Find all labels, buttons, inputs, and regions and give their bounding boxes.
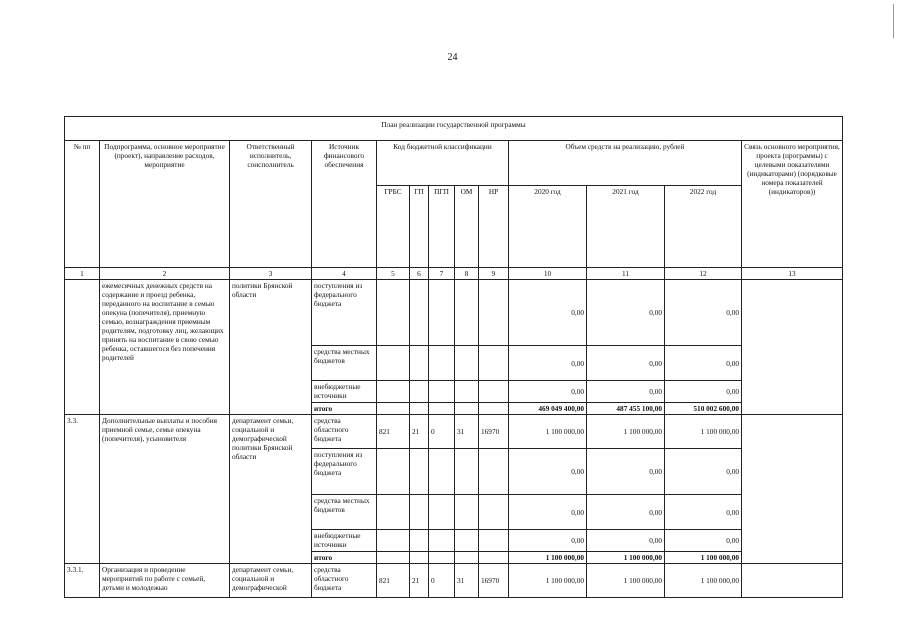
header-executor: Ответственный исполнитель, соисполнитель <box>230 141 312 268</box>
column-number: 6 <box>410 268 429 280</box>
value-2020: 0,00 <box>509 381 587 403</box>
value-2021: 0,00 <box>587 381 665 403</box>
measure-name: Организация и проведение мероприятий по работе с семьей, детьми и молодежью <box>100 564 230 598</box>
total-label: итого <box>312 403 377 415</box>
value-2020: 0,00 <box>509 346 587 381</box>
value-2021: 1 100 000,00 <box>587 415 665 449</box>
value-2022: 1 100 000,00 <box>665 564 742 598</box>
value-2021: 0,00 <box>587 449 665 495</box>
funding-source: поступления из федерального бюджета <box>312 449 377 495</box>
code-grbs: 821 <box>377 564 410 598</box>
code-gp: 21 <box>410 564 429 598</box>
header-source: Источник финансового обеспечения <box>312 141 377 268</box>
header-pgp: ПГП <box>429 186 455 268</box>
column-number: 1 <box>65 268 100 280</box>
row-number: 3.3. <box>65 415 100 564</box>
measure-executor: политики Брянской области <box>230 280 312 415</box>
value-2021: 0,00 <box>587 495 665 530</box>
funding-source: средства областного бюджета <box>312 564 377 598</box>
header-grbs: ГРБС <box>377 186 410 268</box>
table-row <box>65 280 843 346</box>
total-2021: 1 100 000,00 <box>587 552 665 564</box>
measure-name: ежемесячных денежных средств на содержание и проезд ребенка, переданного на воспитание в семью опекуна (попечителя), приемную семью, вознаграждения приемным родителям, подготовку лиц, желающих принять на воспитание в свою семью ребенка, оставшегося без попечения родителей <box>100 280 230 415</box>
indicator-link <box>742 564 843 598</box>
value-2022: 0,00 <box>665 381 742 403</box>
code-nr: 16970 <box>479 415 509 449</box>
code-pgp: 0 <box>429 415 455 449</box>
column-number: 9 <box>479 268 509 280</box>
funding-source: внебюджетные источники <box>312 381 377 403</box>
column-number: 11 <box>587 268 665 280</box>
header-nr: НР <box>479 186 509 268</box>
column-number: 7 <box>429 268 455 280</box>
funding-source: внебюджетные источники <box>312 530 377 552</box>
total-2020: 469 049 400,00 <box>509 403 587 415</box>
value-2022: 0,00 <box>665 495 742 530</box>
measure-executor: департамент семьи, социальной и демографической <box>230 564 312 598</box>
header-2021: 2021 год <box>587 186 665 268</box>
value-2020: 0,00 <box>509 280 587 346</box>
column-number: 13 <box>742 268 843 280</box>
value-2022: 0,00 <box>665 346 742 381</box>
header-gp: ГП <box>410 186 429 268</box>
row-number: 3.3.1. <box>65 564 100 598</box>
code-pgp: 0 <box>429 564 455 598</box>
code-om: 31 <box>455 415 479 449</box>
value-2021: 0,00 <box>587 346 665 381</box>
value-2020: 1 100 000,00 <box>509 415 587 449</box>
total-2022: 510 002 600,00 <box>665 403 742 415</box>
funding-source: поступления из федерального бюджета <box>312 280 377 346</box>
value-2020: 0,00 <box>509 449 587 495</box>
column-number: 5 <box>377 268 410 280</box>
table-row <box>65 415 843 449</box>
total-2022: 1 100 000,00 <box>665 552 742 564</box>
column-number-row <box>65 268 843 280</box>
value-2021: 1 100 000,00 <box>587 564 665 598</box>
value-2022: 0,00 <box>665 280 742 346</box>
code-gp: 21 <box>410 415 429 449</box>
title-row <box>65 117 843 141</box>
column-number: 8 <box>455 268 479 280</box>
column-number: 12 <box>665 268 742 280</box>
value-2020: 0,00 <box>509 530 587 552</box>
indicator-link <box>742 415 843 564</box>
header-number: № пп <box>65 141 100 268</box>
column-number: 2 <box>100 268 230 280</box>
table-title: План реализации государственной программы <box>65 117 843 141</box>
value-2020: 1 100 000,00 <box>509 564 587 598</box>
code-grbs: 821 <box>377 415 410 449</box>
page-number: 24 <box>447 52 458 63</box>
scan-edge-mark <box>893 4 894 38</box>
value-2020: 0,00 <box>509 495 587 530</box>
indicator-link <box>742 280 843 415</box>
value-2022: 0,00 <box>665 530 742 552</box>
row-number <box>65 280 100 415</box>
total-2020: 1 100 000,00 <box>509 552 587 564</box>
funding-source: средства местных бюджетов <box>312 346 377 381</box>
column-number: 4 <box>312 268 377 280</box>
value-2022: 1 100 000,00 <box>665 415 742 449</box>
column-number: 3 <box>230 268 312 280</box>
column-number: 10 <box>509 268 587 280</box>
table-row <box>65 564 843 598</box>
header-2020: 2020 год <box>509 186 587 268</box>
header-row <box>65 141 843 186</box>
code-om: 31 <box>455 564 479 598</box>
funding-source: средства областного бюджета <box>312 415 377 449</box>
value-2021: 0,00 <box>587 530 665 552</box>
value-2021: 0,00 <box>587 280 665 346</box>
program-plan-table <box>64 116 843 598</box>
code-nr: 16970 <box>479 564 509 598</box>
funding-source: средства местных бюджетов <box>312 495 377 530</box>
header-subprogram: Подпрограмма, основное мероприятие (проект), направление расходов, мероприятие <box>100 141 230 268</box>
header-budget-code: Код бюджетной классификации <box>377 141 509 186</box>
header-link: Связь основного мероприятия, проекта (программы) с целевыми показателями (индикаторами) (порядковые номера показателей (индикаторов)) <box>742 141 843 268</box>
total-2021: 487 455 100,00 <box>587 403 665 415</box>
measure-name: Дополнительные выплаты и пособия приемной семье, семье опекуна (попечителя), усыновителя <box>100 415 230 564</box>
header-om: ОМ <box>455 186 479 268</box>
total-label: итого <box>312 552 377 564</box>
header-2022: 2022 год <box>665 186 742 268</box>
measure-executor: департамент семьи, социальной и демографической политики Брянской области <box>230 415 312 564</box>
header-volume: Объем средств на реализацию, рублей <box>509 141 742 186</box>
value-2022: 0,00 <box>665 449 742 495</box>
